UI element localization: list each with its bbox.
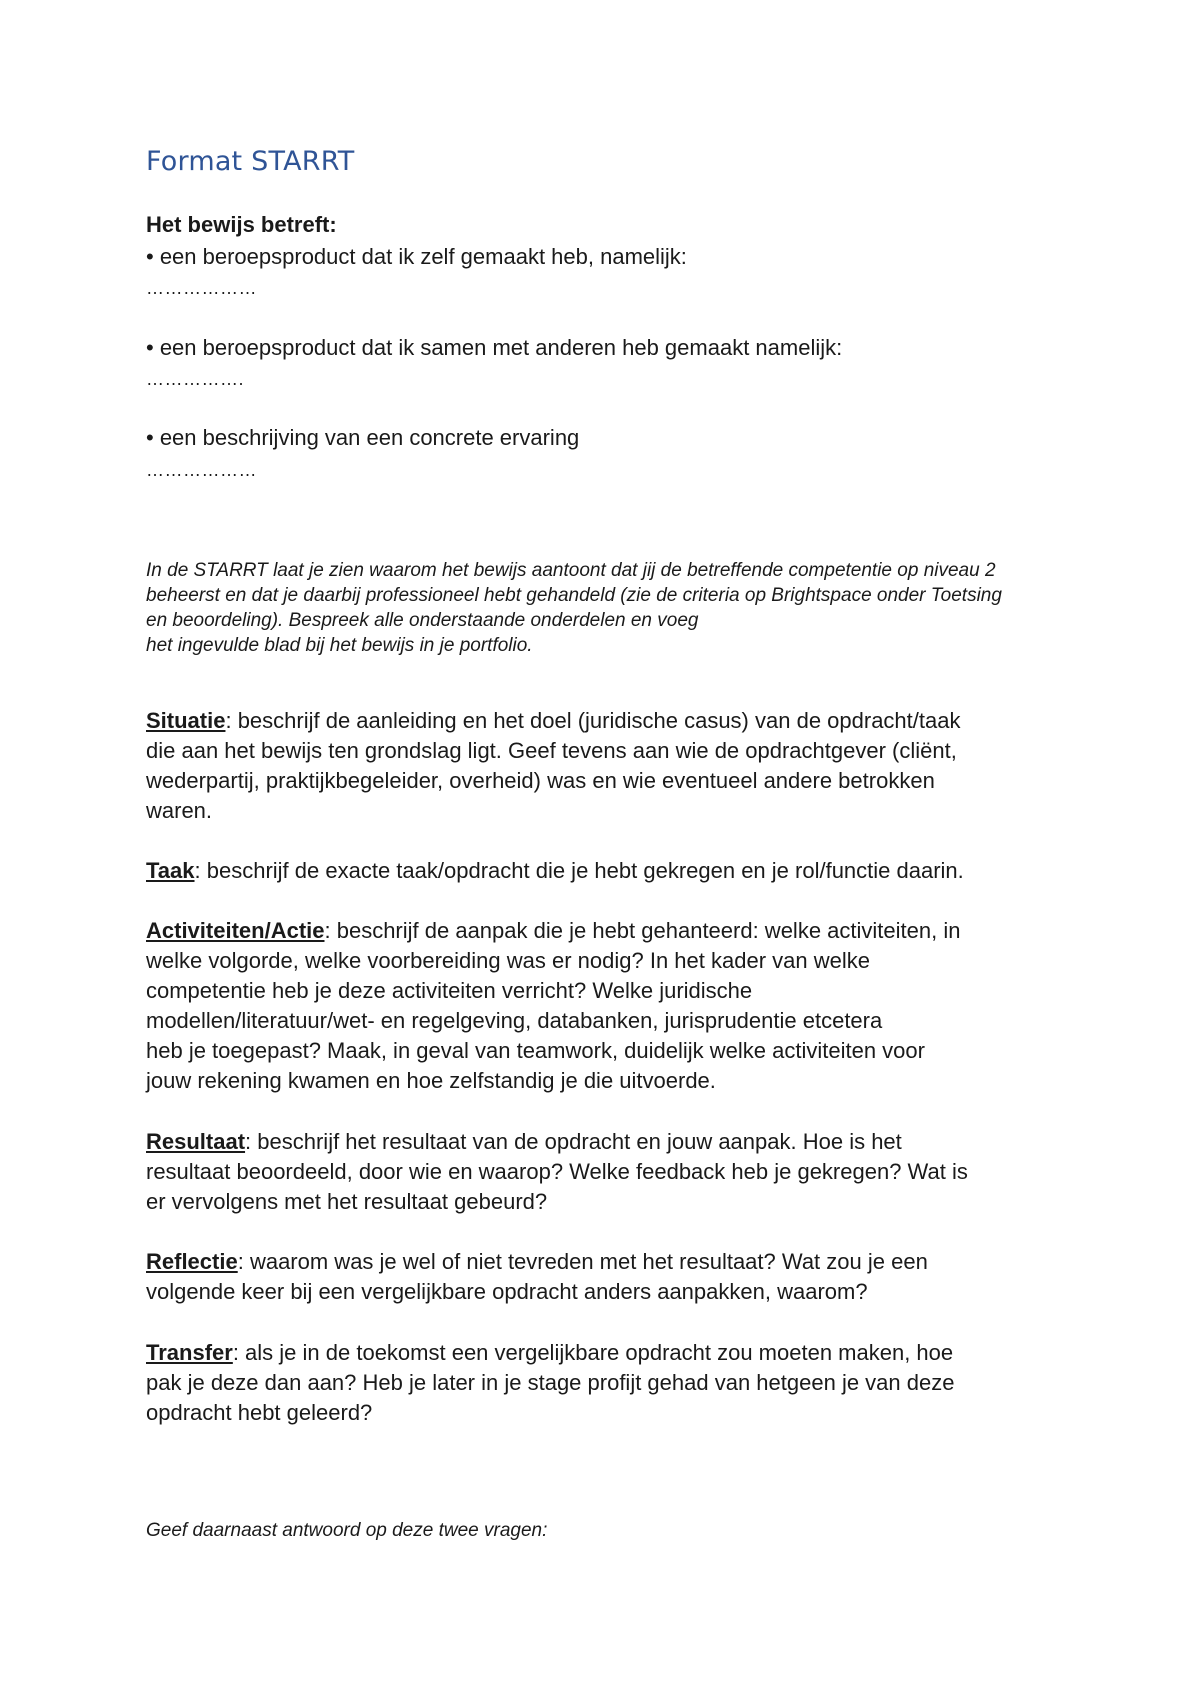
section-line: pak je deze dan aan? Heb je later in je stage profijt gehad van hetgeen je van deze (146, 1370, 955, 1395)
intro-line: het ingevulde blad bij het bewijs in je portfolio. (146, 635, 533, 656)
section-text: : als je in de toekomst een vergelijkbare opdracht zou moeten maken, hoe (232, 1340, 954, 1365)
section-transfer (146, 1338, 1076, 1428)
section-line: waren. (146, 798, 213, 823)
bewijs-heading: Het bewijs betreft: (146, 212, 337, 237)
intro-line: beheerst en dat je daarbij professioneel hebt gehandeld (zie de criteria op Brightspace onder Toetsing (146, 585, 1002, 606)
section-line (146, 916, 1076, 946)
section-line (146, 1127, 1076, 1157)
intro-paragraph (146, 558, 1076, 658)
section-line: competentie heb je deze activiteiten verricht? Welke juridische (146, 978, 753, 1003)
section-text: : waarom was je wel of niet tevreden met het resultaat? Wat zou je een (237, 1249, 928, 1274)
section-line: heb je toegepast? Maak, in geval van teamwork, duidelijk welke activiteiten voor (146, 1038, 925, 1063)
section-text: : beschrijf de aanleiding en het doel (juridische casus) van de opdracht/taak (225, 708, 961, 733)
section-term: Resultaat (146, 1129, 246, 1154)
section-term: Reflectie (146, 1249, 238, 1274)
bewijs-option-shared-product-placeholder: ……………. (146, 369, 245, 389)
page-title: Format STARRT (146, 146, 355, 177)
section-activiteiten (146, 916, 1076, 1096)
section-term: Situatie (146, 708, 226, 733)
section-term: Transfer (146, 1340, 233, 1365)
section-line (146, 706, 1076, 736)
section-line: die aan het bewijs ten grondslag ligt. Geef tevens aan wie de opdrachtgever (cliënt, (146, 738, 957, 763)
bewijs-option-own-product: • een beroepsproduct dat ik zelf gemaakt heb, namelijk: (146, 244, 687, 269)
section-line: jouw rekening kwamen en hoe zelfstandig je die uitvoerde. (146, 1068, 716, 1093)
closing-instruction: Geef daarnaast antwoord op deze twee vragen: (146, 1520, 548, 1541)
section-taak (146, 856, 1076, 886)
section-term: Taak (146, 858, 195, 883)
section-text: : beschrijf het resultaat van de opdracht en jouw aanpak. Hoe is het (245, 1129, 902, 1154)
bewijs-option-shared-product: • een beroepsproduct dat ik samen met anderen heb gemaakt namelijk: (146, 335, 843, 360)
section-line (146, 856, 1076, 886)
section-line: modellen/literatuur/wet- en regelgeving, databanken, jurisprudentie etcetera (146, 1008, 883, 1033)
section-reflectie (146, 1247, 1076, 1307)
section-situatie (146, 706, 1076, 826)
section-line: welke volgorde, welke voorbereiding was er nodig? In het kader van welke (146, 948, 870, 973)
section-line: er vervolgens met het resultaat gebeurd? (146, 1189, 548, 1214)
section-text: : beschrijf de exacte taak/opdracht die je hebt gekregen en je rol/functie daarin. (194, 858, 964, 883)
section-line: opdracht hebt geleerd? (146, 1400, 373, 1425)
section-line (146, 1247, 1076, 1277)
section-line: volgende keer bij een vergelijkbare opdracht anders aanpakken, waarom? (146, 1279, 868, 1304)
bewijs-option-experience-placeholder: ……………… (146, 460, 257, 480)
intro-line: In de STARRT laat je zien waarom het bewijs aantoont dat jij de betreffende competentie op niveau 2 (146, 560, 996, 581)
bewijs-option-own-product-placeholder: ……………… (146, 278, 257, 298)
section-line: wederpartij, praktijkbegeleider, overheid) was en wie eventueel andere betrokken (146, 768, 935, 793)
section-line (146, 1338, 1076, 1368)
intro-line: en beoordeling). Bespreek alle onderstaande onderdelen en voeg (146, 610, 699, 631)
section-resultaat (146, 1127, 1076, 1217)
bewijs-option-experience: • een beschrijving van een concrete ervaring (146, 425, 580, 450)
section-line: resultaat beoordeeld, door wie en waarop? Welke feedback heb je gekregen? Wat is (146, 1159, 968, 1184)
section-term: Activiteiten/Actie (146, 918, 325, 943)
section-text: : beschrijf de aanpak die je hebt gehanteerd: welke activiteiten, in (324, 918, 961, 943)
